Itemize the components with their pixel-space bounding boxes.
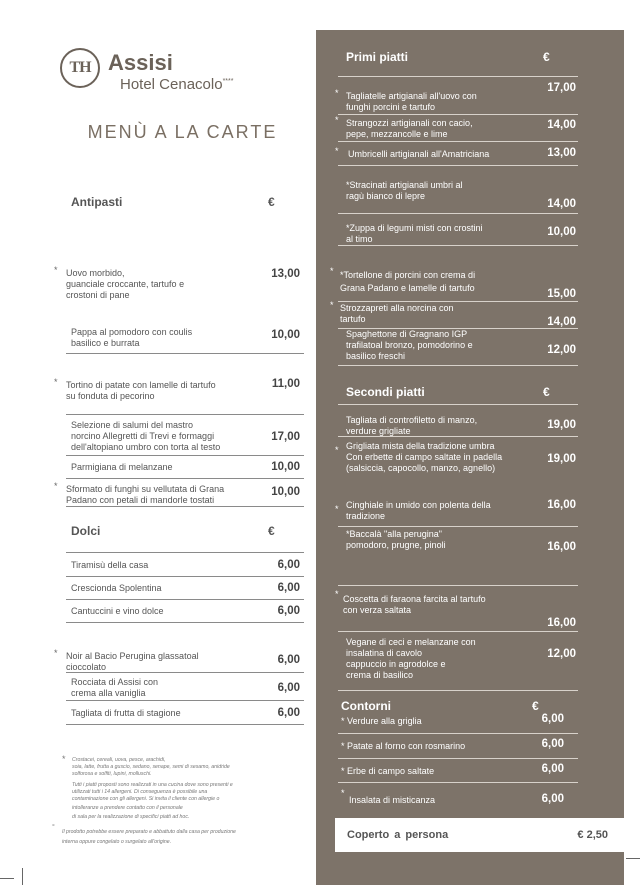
crop-mark bbox=[626, 858, 640, 859]
divider bbox=[66, 724, 304, 725]
divider bbox=[338, 404, 578, 405]
dish-name: * Erbe di campo saltate bbox=[341, 766, 435, 776]
dish-price: 6,00 bbox=[277, 654, 300, 666]
brand-name: Assisi bbox=[108, 50, 173, 75]
dish-price: 6,00 bbox=[277, 559, 300, 571]
divider bbox=[338, 245, 578, 246]
currency-symbol: € bbox=[543, 50, 550, 64]
dish-price: 6,00 bbox=[541, 793, 564, 805]
menu-title: MENÙ A LA CARTE bbox=[87, 122, 278, 142]
dish-marker: * bbox=[335, 589, 339, 599]
hotel-logo bbox=[60, 48, 260, 104]
currency-symbol: € bbox=[268, 524, 275, 538]
dish-marker: * bbox=[341, 788, 345, 798]
dish-price: 19,00 bbox=[547, 419, 576, 431]
dish-name: Selezione di salumi del mastro norcino Allegretti di Trevi e formaggi dell'altopiano umbro con torta al testo bbox=[71, 420, 221, 452]
dish-name: *Baccalà "alla perugina" pomodoro, prugne, pinoli bbox=[346, 529, 446, 550]
dish-name: * Verdure alla griglia bbox=[341, 716, 422, 726]
dish-price: 6,00 bbox=[277, 682, 300, 694]
dish-price: 10,00 bbox=[547, 226, 576, 238]
divider bbox=[338, 365, 578, 366]
divider bbox=[66, 576, 304, 577]
dish-price: 10,00 bbox=[271, 461, 300, 473]
dish-marker: * bbox=[335, 88, 339, 98]
dish-name: Spaghettone di Gragnano IGP trafilatoal bronzo, pomodorino e basilico freschi bbox=[346, 329, 473, 361]
dish-name: *Tortellone di porcini con crema di Grana Padano e lamelle di tartufo bbox=[340, 270, 476, 293]
divider bbox=[66, 478, 304, 479]
section-title-secondi: Secondi piatti bbox=[346, 385, 425, 399]
dish-marker: * bbox=[335, 146, 339, 156]
dish-name: Pappa al pomodoro con coulis basilico e burrata bbox=[71, 327, 193, 348]
dish-name: Uovo morbido, guanciale croccante, tartufo e crostoni di pane bbox=[66, 268, 185, 300]
dish-price: 13,00 bbox=[547, 147, 576, 159]
divider bbox=[66, 455, 304, 456]
dish-marker: * bbox=[341, 716, 345, 726]
divider bbox=[66, 700, 304, 701]
dish-marker: * bbox=[330, 300, 334, 310]
dish-name: Coscetta di faraona farcita al tartufo con verza saltata bbox=[343, 594, 486, 615]
right-column bbox=[316, 30, 624, 885]
cover-charge-box bbox=[335, 818, 624, 852]
dish-price: 17,00 bbox=[271, 431, 300, 443]
section-title-antipasti: Antipasti bbox=[71, 195, 123, 209]
frozen-note: Il prodotto potrebbe essere preparato e abbattuto dalla casa per produzione interna oppure congelato o surgelato all'origine. bbox=[62, 829, 236, 845]
divider bbox=[66, 672, 304, 673]
dish-name: * Patate al forno con rosmarino bbox=[341, 741, 466, 751]
dish-name: Tagliata di frutta di stagione bbox=[71, 708, 181, 718]
dish-name: Tortino di patate con lamelle di tartufo su fonduta di pecorino bbox=[66, 380, 216, 401]
divider bbox=[338, 631, 578, 632]
dish-price: 6,00 bbox=[541, 713, 564, 725]
divider bbox=[338, 436, 578, 437]
dish-name: Crescionda Spolentina bbox=[71, 583, 162, 593]
cover-charge-label: Coperto a persona bbox=[347, 829, 449, 841]
dish-price: 14,00 bbox=[547, 316, 576, 328]
dish-price: 16,00 bbox=[547, 541, 576, 553]
dish-marker: * bbox=[341, 741, 345, 751]
divider bbox=[66, 506, 304, 507]
cover-charge-price: € 2,50 bbox=[577, 829, 608, 841]
dish-marker: * bbox=[54, 481, 58, 491]
dish-name: Strozzapreti alla norcina con tartufo bbox=[340, 303, 454, 324]
divider bbox=[338, 76, 578, 77]
dish-price: 12,00 bbox=[547, 344, 576, 356]
dish-name: Parmigiana di melanzane bbox=[71, 462, 173, 472]
dish-name: *Zuppa di legumi misti con crostini al timo bbox=[346, 223, 483, 244]
dish-price: 6,00 bbox=[277, 707, 300, 719]
hotel-name: Hotel Cenacolo**** bbox=[120, 76, 234, 93]
dish-price: 16,00 bbox=[547, 617, 576, 629]
divider bbox=[338, 526, 578, 527]
dish-marker: * bbox=[335, 504, 339, 514]
frozen-marker: ° bbox=[52, 824, 55, 831]
dish-name: Cantuccini e vino dolce bbox=[71, 606, 164, 616]
divider bbox=[338, 585, 578, 586]
dish-price: 11,00 bbox=[271, 378, 300, 390]
dish-name: Grigliata mista della tradizione umbra Con erbette di campo saltate in padella (salsiccia, capocollo, manzo, agnello) bbox=[346, 441, 503, 473]
dish-name: Tagliatelle artigianali all'uovo con funghi porcini e tartufo bbox=[346, 91, 477, 112]
divider bbox=[338, 114, 578, 115]
section-title-dolci: Dolci bbox=[71, 524, 101, 538]
currency-symbol: € bbox=[543, 385, 550, 399]
dish-name: *Stracinati artigianali umbri al ragù bianco di lepre bbox=[346, 180, 463, 201]
dish-name: Strangozzi artigianali con cacio, pepe, mezzancolle e lime bbox=[346, 118, 473, 139]
dish-price: 17,00 bbox=[547, 82, 576, 94]
dish-price: 16,00 bbox=[547, 499, 576, 511]
dish-price: 6,00 bbox=[277, 582, 300, 594]
left-column bbox=[0, 0, 316, 885]
divider bbox=[338, 301, 578, 302]
dish-name: Sformato di funghi su vellutata di Grana Padano con petali di mandorle tostati bbox=[66, 484, 225, 505]
dish-marker: * bbox=[335, 115, 339, 125]
dish-marker: * bbox=[335, 445, 339, 455]
divider bbox=[338, 758, 578, 759]
divider bbox=[66, 414, 304, 415]
dish-price: 13,00 bbox=[271, 268, 300, 280]
divider bbox=[338, 213, 578, 214]
dish-name: Tiramisù della casa bbox=[71, 560, 149, 570]
dish-price: 19,00 bbox=[547, 453, 576, 465]
divider bbox=[338, 690, 578, 691]
divider bbox=[66, 552, 304, 553]
divider bbox=[66, 599, 304, 600]
currency-symbol: € bbox=[532, 699, 539, 713]
dish-price: 10,00 bbox=[271, 486, 300, 498]
dish-price: 6,00 bbox=[277, 605, 300, 617]
divider bbox=[66, 622, 304, 623]
dish-price: 12,00 bbox=[547, 648, 576, 660]
monogram-icon: TH bbox=[60, 48, 100, 88]
currency-symbol: € bbox=[268, 195, 275, 209]
dish-price: 6,00 bbox=[541, 738, 564, 750]
section-title-contorni: Contorni bbox=[341, 699, 391, 713]
section-title-primi: Primi piatti bbox=[346, 50, 409, 64]
dish-name: Rocciata di Assisi con crema alla vaniglia bbox=[71, 677, 159, 698]
dish-price: 14,00 bbox=[547, 198, 576, 210]
dish-marker: * bbox=[54, 648, 58, 658]
allergen-note: Crostacei, cereali, uova, pesce, arachidi, soia, latte, frutta a guscio, sedano, senape, semi di sesamo, anidride solforosa e solfiti, lupini, molluschi. Tutti i piatti proposti sono realizzati in una cucina dove sono presenti e utilizzati tutti i 14 allergeni. Di conseguenza è possibile una contaminazione con gli allergeni. Si invita il cliente con allergie o intolleranze a prendere contatto con il personale di sala per la realizzazione di specifici piatti ad hoc. bbox=[72, 757, 233, 820]
dish-name: Umbricelli artigianali all'Amatriciana bbox=[348, 149, 490, 159]
dish-price: 10,00 bbox=[271, 329, 300, 341]
dish-name: Tagliata di controfiletto di manzo, verdure grigliate bbox=[346, 415, 478, 436]
dish-name: Vegane di ceci e melanzane con insalatina di cavolo cappuccio in agrodolce e crema di basilico bbox=[346, 637, 476, 680]
dish-marker: * bbox=[54, 265, 58, 275]
divider bbox=[338, 165, 578, 166]
divider bbox=[338, 782, 578, 783]
divider bbox=[338, 141, 578, 142]
dish-marker: * bbox=[330, 266, 334, 276]
dish-price: 6,00 bbox=[541, 763, 564, 775]
allergen-marker: * bbox=[62, 754, 66, 764]
dish-price: 14,00 bbox=[547, 119, 576, 131]
divider bbox=[66, 353, 304, 354]
dish-name: Noir al Bacio Perugina glassatoal cioccolato bbox=[66, 651, 199, 672]
divider bbox=[338, 733, 578, 734]
dish-marker: * bbox=[54, 377, 58, 387]
dish-marker: * bbox=[341, 766, 345, 776]
dish-price: 15,00 bbox=[547, 288, 576, 300]
dish-name: Insalata di misticanza bbox=[349, 795, 436, 805]
dish-name: Cinghiale in umido con polenta della tradizione bbox=[346, 500, 491, 521]
